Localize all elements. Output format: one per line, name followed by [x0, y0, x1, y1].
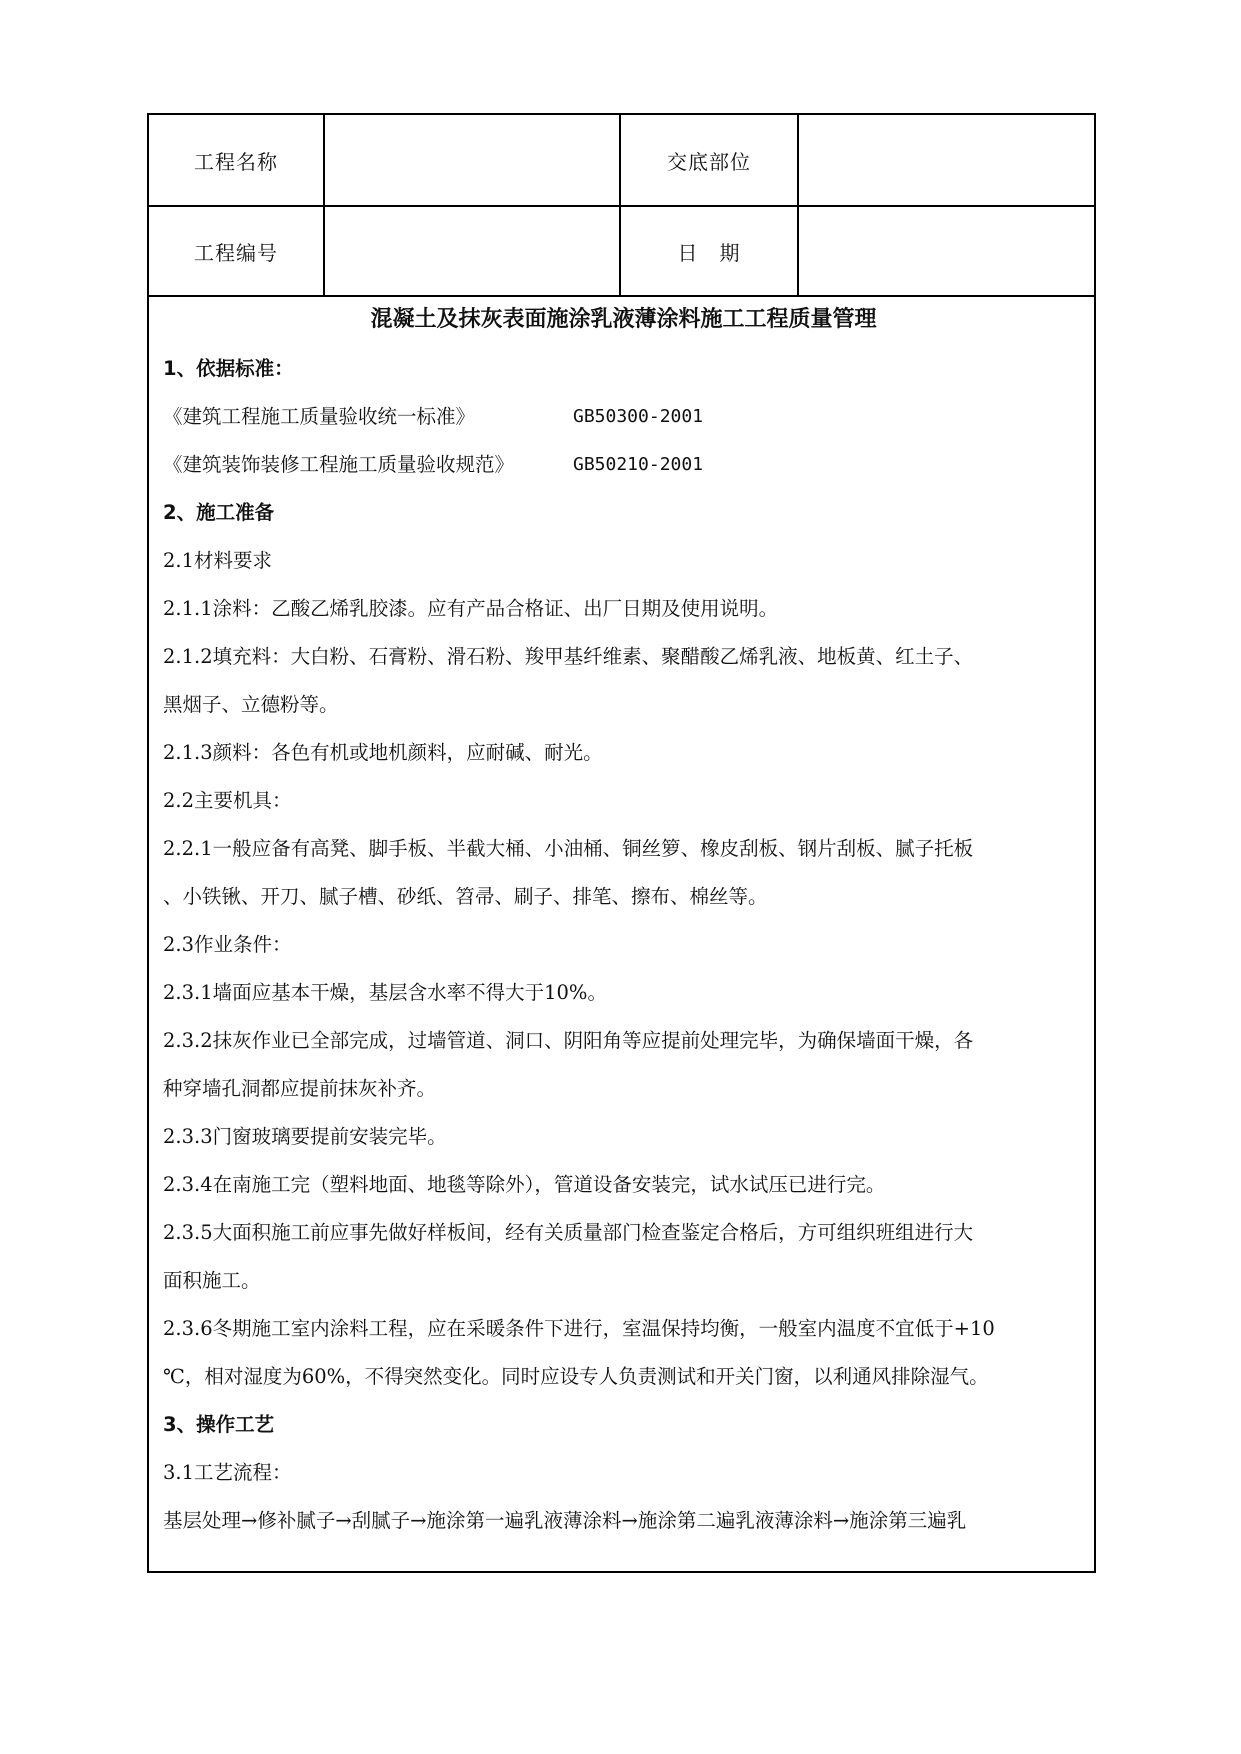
standard-name: 《建筑装饰装修工程施工质量验收规范》: [163, 453, 515, 476]
standard-code: GB50210-2001: [573, 454, 704, 475]
handover-part-field[interactable]: [799, 115, 1094, 205]
paragraph: 2.3.4在南施工完（塑料地面、地毯等除外），管道设备安装完，试水试压已进行完。: [163, 1173, 886, 1196]
handover-part-label: 交底部位: [667, 149, 751, 174]
paragraph: 2.3.1墙面应基本干燥，基层含水率不得大于10%。: [163, 981, 607, 1004]
date-field[interactable]: [799, 207, 1094, 295]
paragraph: 2.2.1一般应备有高凳、脚手板、半截大桶、小油桶、铜丝箩、橡皮刮板、钢片刮板、腻子托板: [163, 837, 974, 860]
paragraph: 2.3.5大面积施工前应事先做好样板间，经有关质量部门检查鉴定合格后，方可组织班组进行大: [163, 1221, 974, 1244]
paragraph: 2.1.3颜料：各色有机或地机颜料，应耐碱、耐光。: [163, 741, 603, 764]
standard-code: GB50300-2001: [573, 406, 704, 427]
project-number-label: 工程编号: [194, 240, 278, 265]
paragraph: ℃，相对湿度为60%，不得突然变化。同时应设专人负责测试和开关门窗，以利通风排除湿气。: [163, 1365, 989, 1388]
paragraph: 2.3.2抹灰作业已全部完成，过墙管道、洞口、阴阳角等应提前处理完毕，为确保墙面干燥，各: [163, 1029, 974, 1052]
section-heading: 2、施工准备: [163, 501, 275, 524]
project-name-label: 工程名称: [194, 149, 278, 174]
date-label: 日 期: [677, 240, 741, 265]
section-heading: 1、依据标准：: [163, 357, 294, 380]
standard-row: [163, 393, 1084, 441]
paragraph: 2.3.3门窗玻璃要提前安装完毕。: [163, 1125, 447, 1148]
paragraph: 2.1.1涂料：乙酸乙烯乳胶漆。应有产品合格证、出厂日期及使用说明。: [163, 597, 779, 620]
project-number-field[interactable]: [325, 207, 619, 295]
paragraph: 2.3作业条件：: [163, 933, 292, 956]
paragraph: 种穿墙孔洞都应提前抹灰补齐。: [163, 1077, 437, 1100]
paragraph: 面积施工。: [163, 1269, 261, 1292]
document-body: [163, 293, 1084, 1545]
document-table: [147, 113, 1096, 1573]
standard-name: 《建筑工程施工质量验收统一标准》: [163, 405, 476, 428]
paragraph: 黑烟子、立德粉等。: [163, 693, 339, 716]
paragraph: 、小铁锹、开刀、腻子槽、砂纸、笤帚、刷子、排笔、擦布、棉丝等。: [163, 885, 768, 908]
section-heading: 3、操作工艺: [163, 1413, 275, 1436]
paragraph: 2.1材料要求: [163, 549, 273, 572]
paragraph: 2.2主要机具：: [163, 789, 292, 812]
paragraph: 2.1.2填充料：大白粉、石膏粉、滑石粉、羧甲基纤维素、聚醋酸乙烯乳液、地板黄、红土子、: [163, 645, 974, 668]
standard-row: [163, 441, 1084, 489]
paragraph: 2.3.6冬期施工室内涂料工程，应在采暖条件下进行，室温保持均衡，一般室内温度不宜低于+10: [163, 1317, 995, 1340]
project-name-field[interactable]: [325, 115, 619, 205]
document-title: 混凝土及抹灰表面施涂乳液薄涂料施工工程质量管理: [370, 306, 877, 332]
paragraph: 基层处理→修补腻子→刮腻子→施涂第一遍乳液薄涂料→施涂第二遍乳液薄涂料→施涂第三遍乳: [163, 1509, 967, 1532]
paragraph: 3.1工艺流程：: [163, 1461, 292, 1484]
